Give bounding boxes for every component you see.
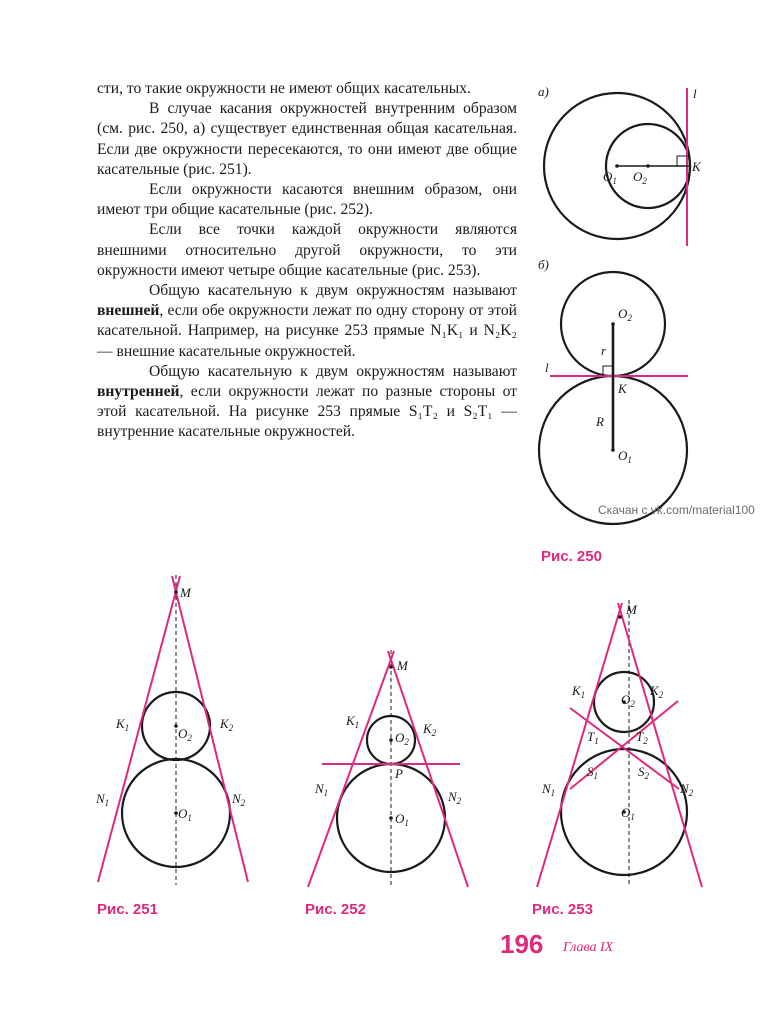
paragraph-5-a: Общую касательную к двум окружностям называют [149, 282, 517, 300]
fig252-label-n2: $N_2$ [448, 789, 462, 806]
fig253-point-m [618, 615, 622, 619]
figure-250a [530, 80, 730, 265]
fig253-label-t2: $T_2$ [636, 729, 648, 746]
fig253-label-m: M [626, 602, 637, 617]
chapter-title: Глава IX [563, 940, 614, 955]
fig253-label-t1: $T_1$ [587, 729, 599, 746]
paragraph-6-b: , если окружности лежат по разные стороны от этой касательной. На рисунке 253 прямые S₁T₂ и S₂T₁ — внутренние касательные окружностей. [97, 383, 517, 441]
caption-fig-253: Рис. 253 [532, 901, 593, 918]
paragraph-3: Если окружности касаются внешним образом, они имеют три общие касательные (рис. 252). [97, 181, 517, 219]
fig250a-center-o1 [615, 164, 619, 168]
fig253-external-tangent-left [537, 603, 622, 887]
paragraph-6-a: Общую касательную к двум окружностям называют [149, 362, 517, 380]
fig253-external-tangent-right [618, 603, 702, 887]
figure-253 [532, 595, 707, 890]
figure-251 [90, 570, 270, 890]
watermark: Скачан с vk.com/material100 [598, 503, 755, 517]
fig252-label-o1: $O_1$ [395, 811, 409, 828]
figure-252 [300, 645, 480, 890]
figure-250b [530, 255, 730, 530]
fig250b-label-k: K [618, 381, 627, 396]
term-internal: внутренней [97, 383, 180, 401]
fig250b-center-o2 [611, 322, 615, 326]
fig250a-center-o2 [646, 164, 650, 168]
fig251-label-k2: $K_2$ [220, 716, 234, 733]
fig253-label-s2: $S_2$ [638, 764, 649, 781]
caption-fig-250: Рис. 250 [541, 548, 602, 565]
fig250a-part-label: а) [538, 84, 549, 99]
fig250b-label-o2: $O_2$ [618, 306, 632, 323]
fig250b-label-l: l [545, 360, 549, 375]
paragraph-1: сти, то такие окружности не имеют общих касательных. [97, 80, 471, 97]
fig253-label-o2: $O_2$ [621, 692, 635, 709]
fig252-label-o2: $O_2$ [395, 730, 409, 747]
paragraph-5-b: , если обе окружности лежат по одну сторону от этой касательной. Например, на рисунке 253 прямые N₁K₁ и N₂K₂ — внешние касательные окружностей. [97, 302, 517, 360]
fig250a-label-l: l [693, 86, 697, 101]
fig253-label-k1: $K_1$ [572, 683, 586, 700]
fig253-label-n2: $N_2$ [680, 781, 694, 798]
fig251-label-m: M [180, 585, 191, 600]
fig253-label-n1: $N_1$ [542, 781, 556, 798]
fig252-label-m: M [397, 658, 408, 673]
fig252-label-p: P [395, 766, 403, 781]
fig251-label-n2: $N_2$ [232, 791, 246, 808]
fig252-label-n1: $N_1$ [315, 781, 329, 798]
fig250b-center-o1 [611, 448, 615, 452]
main-text [97, 79, 517, 443]
paragraph-4: Если все точки каждой окружности являются внешними относительно другой окружности, то эти окружности имеют четыре общие касательные (рис. 253). [97, 221, 517, 279]
fig251-label-n1: $N_1$ [96, 791, 110, 808]
fig253-label-k2: $K_2$ [650, 683, 664, 700]
fig252-point-m [389, 665, 393, 669]
fig250b-label-r-small: r [601, 343, 607, 358]
fig250b-label-r-big: R [596, 414, 604, 429]
fig250a-label-o2: $O_2$ [633, 169, 647, 186]
fig253-label-s1: $S_1$ [587, 764, 598, 781]
page-number: 196 [500, 929, 544, 959]
caption-fig-251: Рис. 251 [97, 901, 158, 918]
fig250a-label-o1: $O_1$ [603, 169, 617, 186]
fig251-point-m [174, 590, 178, 594]
fig252-label-k2: $K_2$ [423, 721, 437, 738]
fig252-center-o1 [389, 816, 393, 820]
term-external: внешней [97, 302, 160, 320]
fig252-left-tangent [308, 651, 394, 887]
fig250b-label-o1: $O_1$ [618, 448, 632, 465]
fig252-label-k1: $K_1$ [346, 713, 360, 730]
fig250a-right-angle [677, 156, 687, 166]
fig251-left-tangent [98, 576, 180, 882]
fig250a-label-k: K [692, 159, 701, 174]
paragraph-5 [97, 281, 517, 362]
paragraph-2: В случае касания окружностей внутренним образом (см. рис. 250, а) существует единственная общая касательная. Если две окружности пересекаются, то они имеют две общие касательные (рис. 251). [97, 100, 517, 178]
fig252-center-o2 [389, 738, 393, 742]
fig251-label-k1: $K_1$ [116, 716, 130, 733]
fig251-label-o2: $O_2$ [178, 726, 192, 743]
fig250b-part-label: б) [538, 257, 549, 272]
fig253-label-o1: $O_1$ [621, 805, 635, 822]
fig251-label-o1: $O_1$ [178, 806, 192, 823]
caption-fig-252: Рис. 252 [305, 901, 366, 918]
paragraph-6 [97, 362, 517, 443]
